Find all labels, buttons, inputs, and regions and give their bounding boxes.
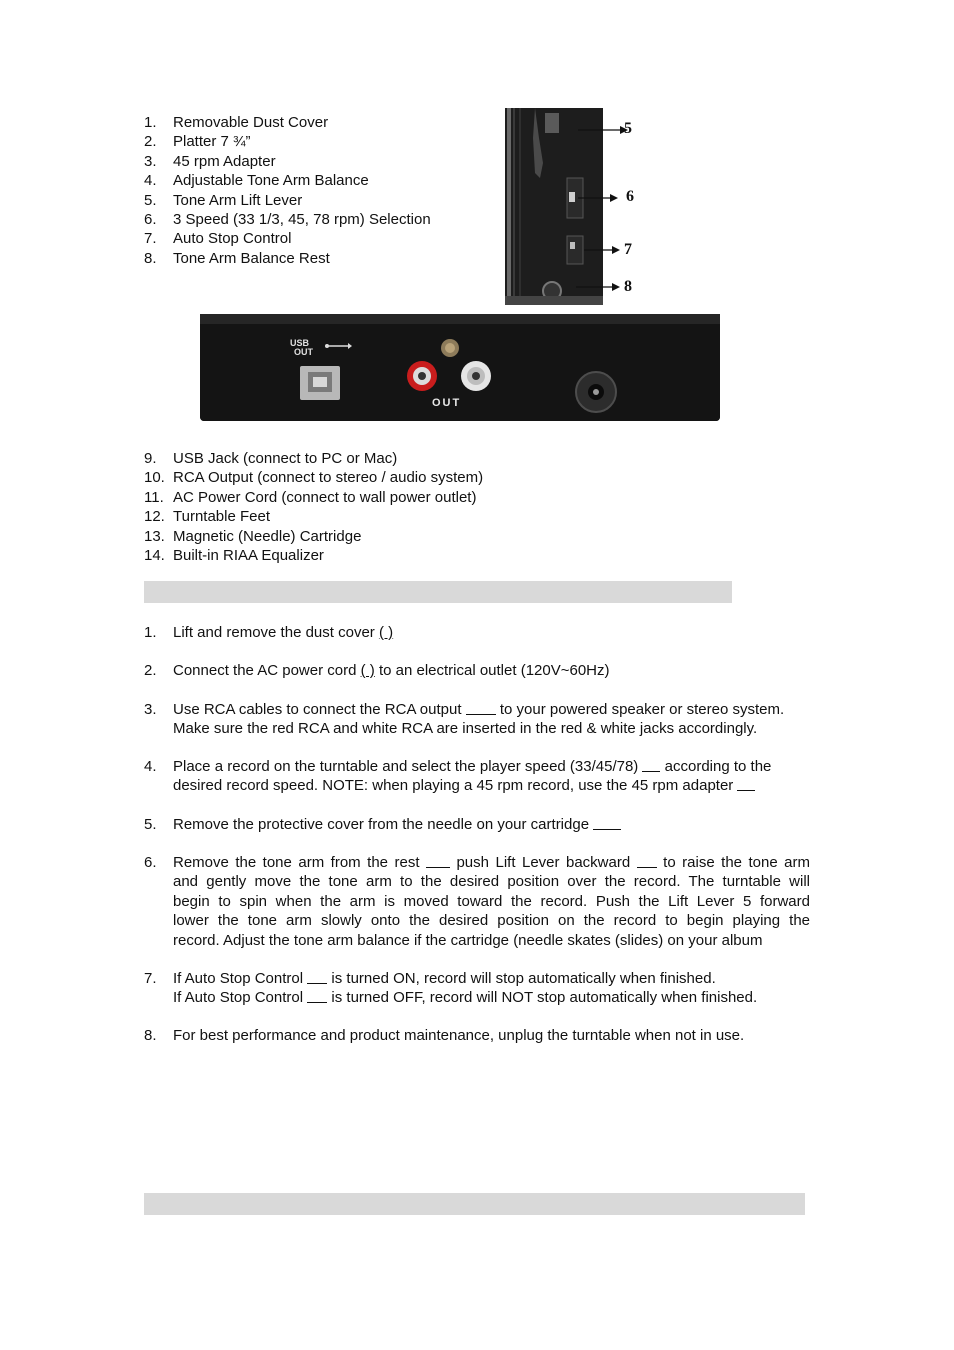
callout-7: 7 [624,241,632,258]
usb-label: USB OUT [290,338,313,357]
blank [737,776,755,791]
section-footer-bar [144,1193,805,1215]
blank [307,988,327,1003]
callout-arrows [576,118,636,303]
callout-8: 8 [624,278,632,295]
callout-6: 6 [626,188,634,205]
section-header-bar [144,581,732,603]
blank [426,853,450,868]
blank [637,853,657,868]
blank [593,815,621,830]
blank [307,969,327,984]
blank [466,700,496,715]
out-label: OUT [432,397,462,409]
blank [642,757,660,772]
rear-panel-photo [200,314,720,421]
callout-5: 5 [624,120,632,137]
